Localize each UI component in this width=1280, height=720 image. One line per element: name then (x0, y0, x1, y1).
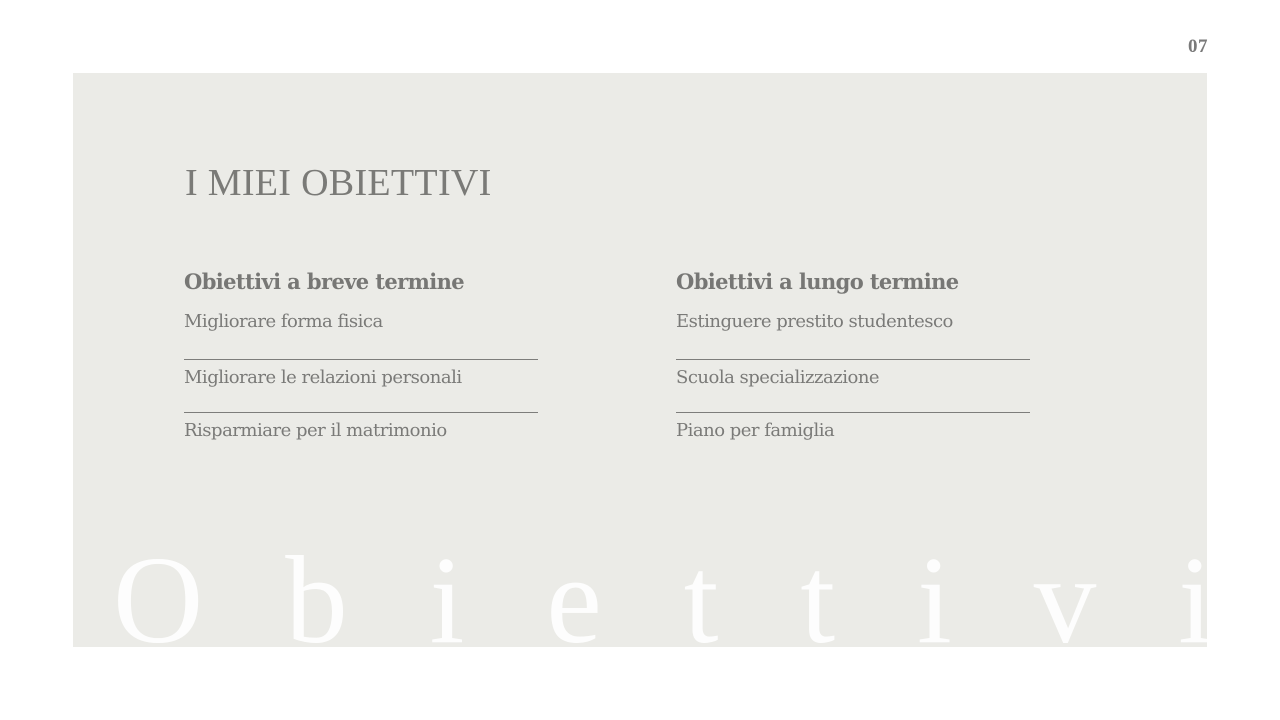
long-term-goals-column (676, 269, 1030, 466)
list-item: Risparmiare per il matrimonio (184, 420, 447, 441)
short-term-goals-heading: Obiettivi a breve termine (184, 269, 465, 294)
watermark-letter: t (800, 532, 836, 670)
watermark-text (113, 532, 1213, 670)
content-panel (73, 73, 1213, 670)
list-item: Migliorare le relazioni personali (184, 360, 538, 413)
list-item: Scuola specializzazione (676, 360, 1030, 413)
watermark-letter: t (683, 532, 719, 670)
watermark-letter: b (285, 532, 348, 670)
list-item: Estinguere prestito studentesco (676, 307, 1030, 360)
watermark-letter: i (429, 532, 465, 670)
short-term-goals-list (184, 307, 538, 466)
watermark-letter: i (917, 532, 952, 670)
long-term-goals-heading: Obiettivi a lungo termine (676, 269, 959, 294)
page-number: 07 (1188, 36, 1208, 57)
watermark-letter: i (1178, 532, 1213, 670)
slide-title: I MIEI OBIETTIVI (185, 162, 492, 204)
list-item: Migliorare forma fisica (184, 307, 538, 360)
watermark-letter: O (113, 532, 204, 670)
watermark-letter: e (546, 532, 602, 670)
short-term-goals-column (184, 269, 538, 466)
long-term-goals-list (676, 307, 1030, 466)
list-item: Piano per famiglia (676, 420, 835, 441)
watermark-letter: v (1033, 532, 1097, 670)
